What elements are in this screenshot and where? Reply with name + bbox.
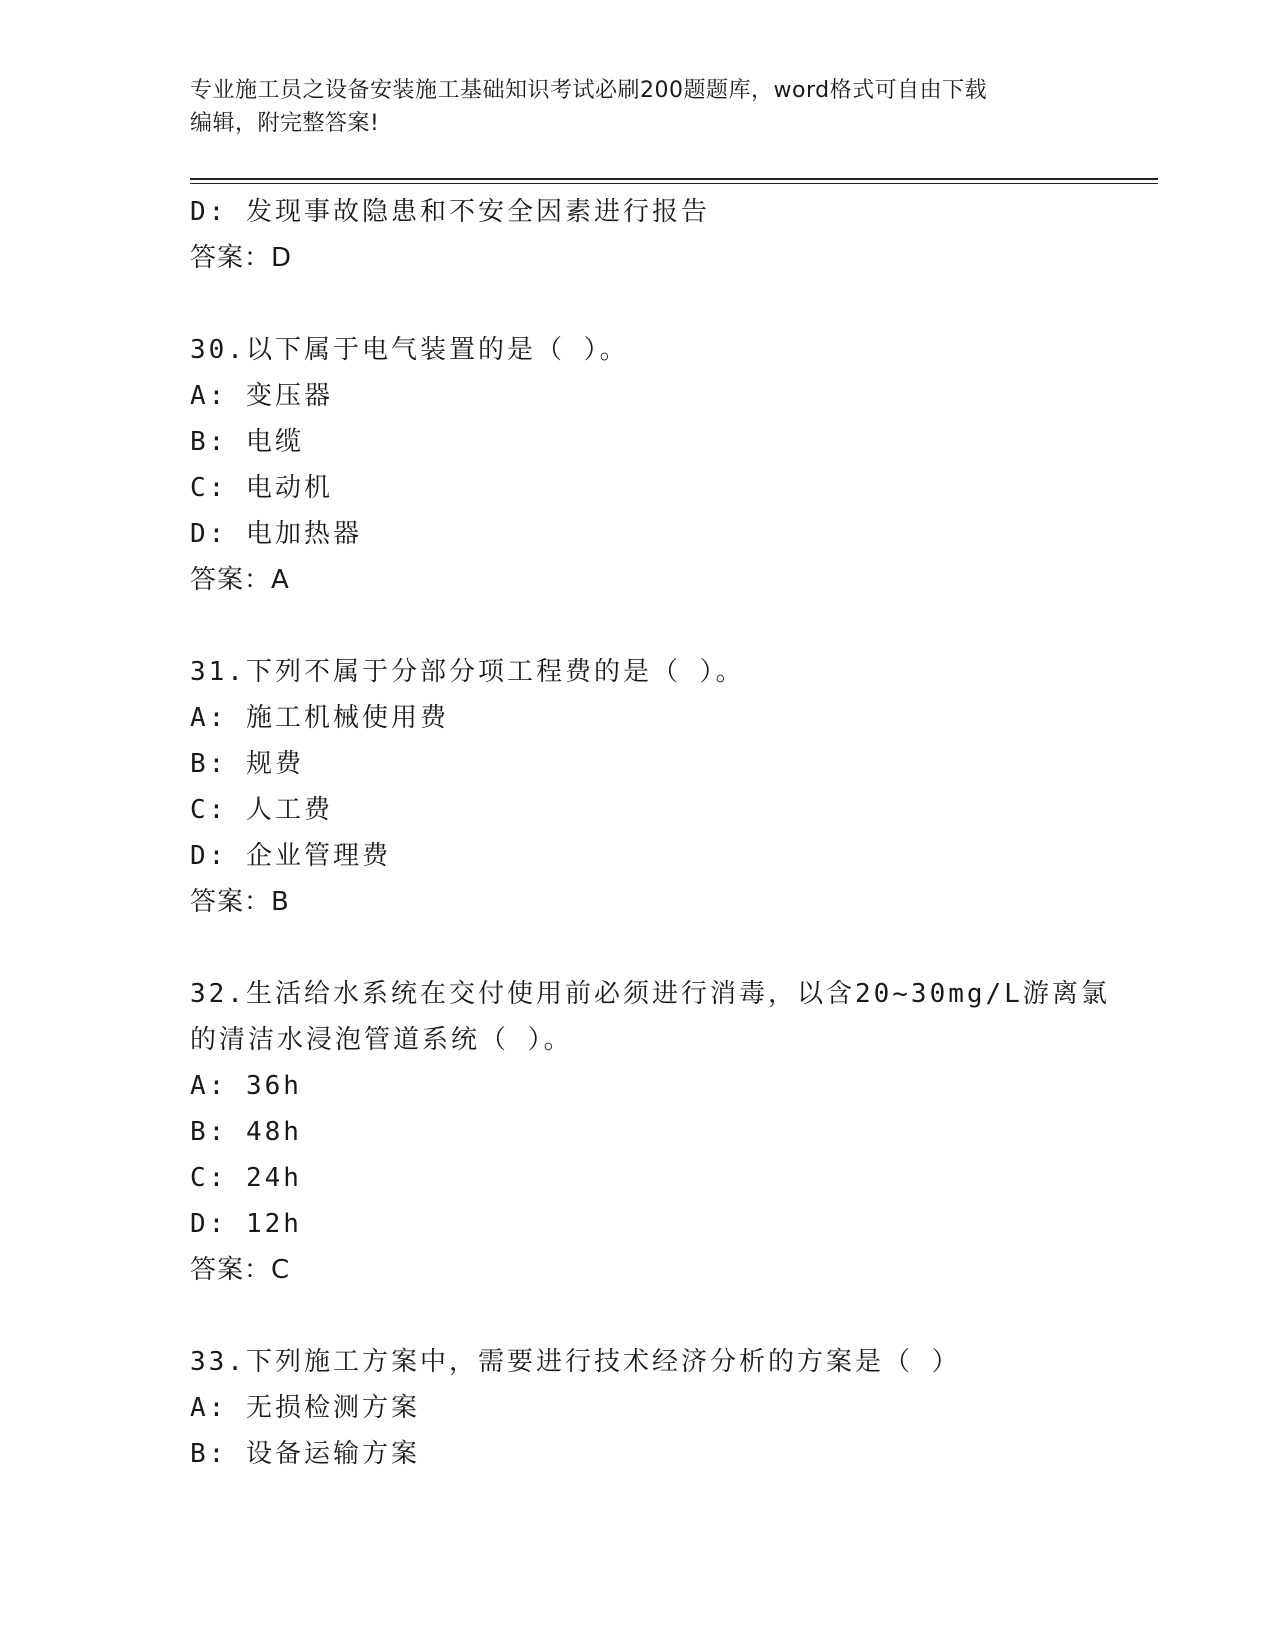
option-d: D: 发现事故隐患和不安全因素进行报告 bbox=[190, 197, 710, 227]
question-title: 30.以下属于电气装置的是（ ）。 bbox=[190, 335, 629, 365]
option-c: C: 电动机 bbox=[190, 473, 333, 503]
question-gap bbox=[190, 281, 1110, 327]
answer: 答案：C bbox=[190, 1255, 291, 1285]
option-a: A: 36h bbox=[190, 1071, 302, 1101]
question-list bbox=[190, 189, 1110, 1477]
answer: 答案：A bbox=[190, 565, 290, 595]
option-a: A: 施工机械使用费 bbox=[190, 703, 449, 733]
question-gap bbox=[190, 603, 1110, 649]
option-d: D: 企业管理费 bbox=[190, 841, 391, 871]
question-gap bbox=[190, 1293, 1110, 1339]
option-d: D: 12h bbox=[190, 1209, 302, 1239]
question-title: 33.下列施工方案中，需要进行技术经济分析的方案是（ ） bbox=[190, 1347, 961, 1377]
header-line-1: 专业施工员之设备安装施工基础知识考试必刷200题题库，word格式可自由下载 bbox=[190, 78, 988, 103]
option-a: A: 变压器 bbox=[190, 381, 333, 411]
answer: 答案：B bbox=[190, 887, 290, 917]
question-title: 31.下列不属于分部分项工程费的是（ ）。 bbox=[190, 657, 745, 687]
option-b: B: 电缆 bbox=[190, 427, 304, 457]
option-c: C: 人工费 bbox=[190, 795, 333, 825]
question-title-line-2: 的清洁水浸泡管道系统（ ）。 bbox=[190, 1025, 573, 1055]
option-a: A: 无损检测方案 bbox=[190, 1393, 420, 1423]
option-b: B: 规费 bbox=[190, 749, 304, 779]
option-c: C: 24h bbox=[190, 1163, 302, 1193]
header-divider-thick bbox=[190, 178, 1158, 180]
document-header bbox=[190, 74, 1090, 140]
answer: 答案：D bbox=[190, 243, 293, 273]
option-d: D: 电加热器 bbox=[190, 519, 362, 549]
option-b: B: 48h bbox=[190, 1117, 302, 1147]
question-title-line-1: 32.生活给水系统在交付使用前必须进行消毒，以含20~30mg/L游离氯 bbox=[190, 979, 1110, 1009]
header-line-2: 编辑，附完整答案! bbox=[190, 111, 380, 136]
option-b: B: 设备运输方案 bbox=[190, 1439, 420, 1469]
header-divider-thin bbox=[190, 183, 1158, 184]
question-gap bbox=[190, 925, 1110, 971]
